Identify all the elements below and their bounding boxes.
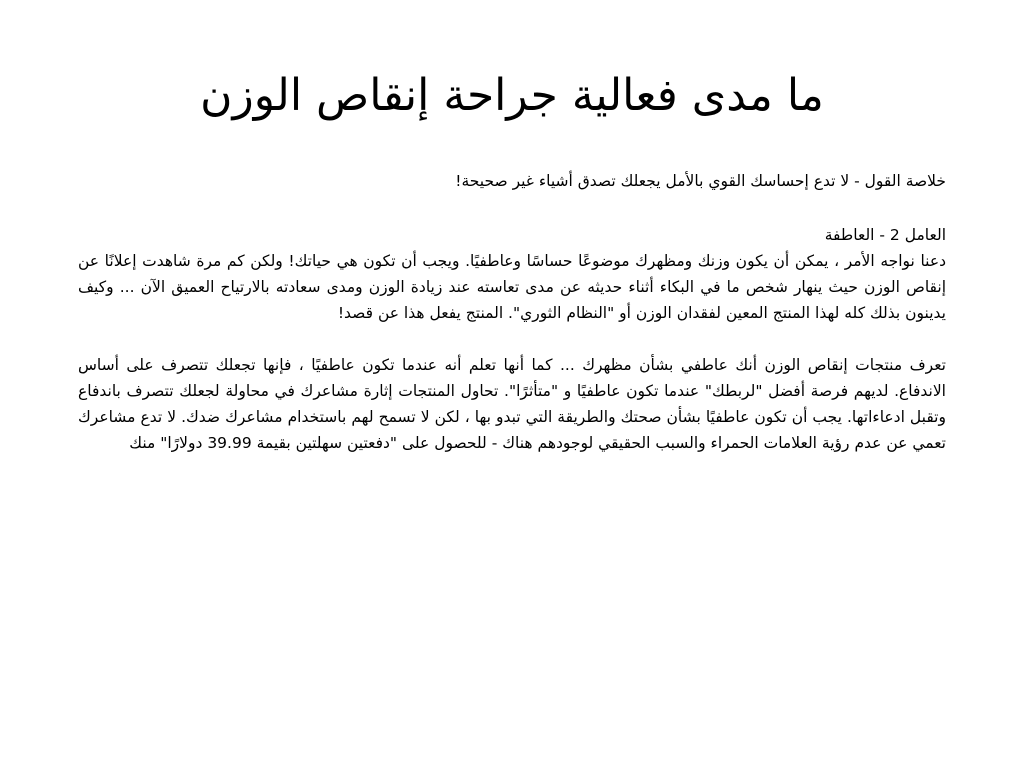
factor-heading: العامل 2 - العاطفة — [824, 226, 946, 244]
emotion-paragraph: دعنا نواجه الأمر ، يمكن أن يكون وزنك ومظهرك موضوعًا حساسًا وعاطفيًا. ويجب أن تكون هي حياتك! ولكن كم مرة شاهدت إعلانًا عن إنقاص الوزن حيث ينهار شخص ما في البكاء أثناء حديثه عن مدى تعاسته عند زيادة الوزن ومدى سعادته بالارتياح العميق الآن ... وكيف يدينون بذلك كله لهذا المنتج المعين لفقدان الوزن أو "النظام الثوري". المنتج يفعل هذا عن قصد! — [78, 252, 946, 322]
products-paragraph: تعرف منتجات إنقاص الوزن أنك عاطفي بشأن مظهرك ... كما أنها تعلم أنه عندما تكون عاطفيًا ، فإنها تجعلك تتصرف على أساس الاندفاع. لديهم فرصة أفضل "لربطك" عندما تكون عاطفيًا و "متأثرًا". تحاول المنتجات إثارة مشاعرك في محاولة لجعلك تتصرف باندفاع وتقبل ادعاءاتها. يجب أن تكون عاطفيًا بشأن صحتك والطريقة التي تبدو بها ، لكن لا تسمح لهم باستخدام مشاعرك ضدك. لا تدع مشاعرك تعمي عن عدم رؤية العلامات الحمراء والسبب الحقيقي لوجودهم هناك - للحصول على "دفعتين سهلتين بقيمة 39.99 دولارًا" منك — [78, 356, 946, 452]
spacer — [78, 194, 946, 222]
spacer — [78, 326, 946, 352]
slide-content — [78, 168, 946, 456]
slide-title: ما مدى فعالية جراحة إنقاص الوزن — [200, 70, 824, 121]
summary-paragraph: خلاصة القول - لا تدع إحساسك القوي بالأمل يجعلك تصدق أشياء غير صحيحة! — [455, 172, 946, 190]
